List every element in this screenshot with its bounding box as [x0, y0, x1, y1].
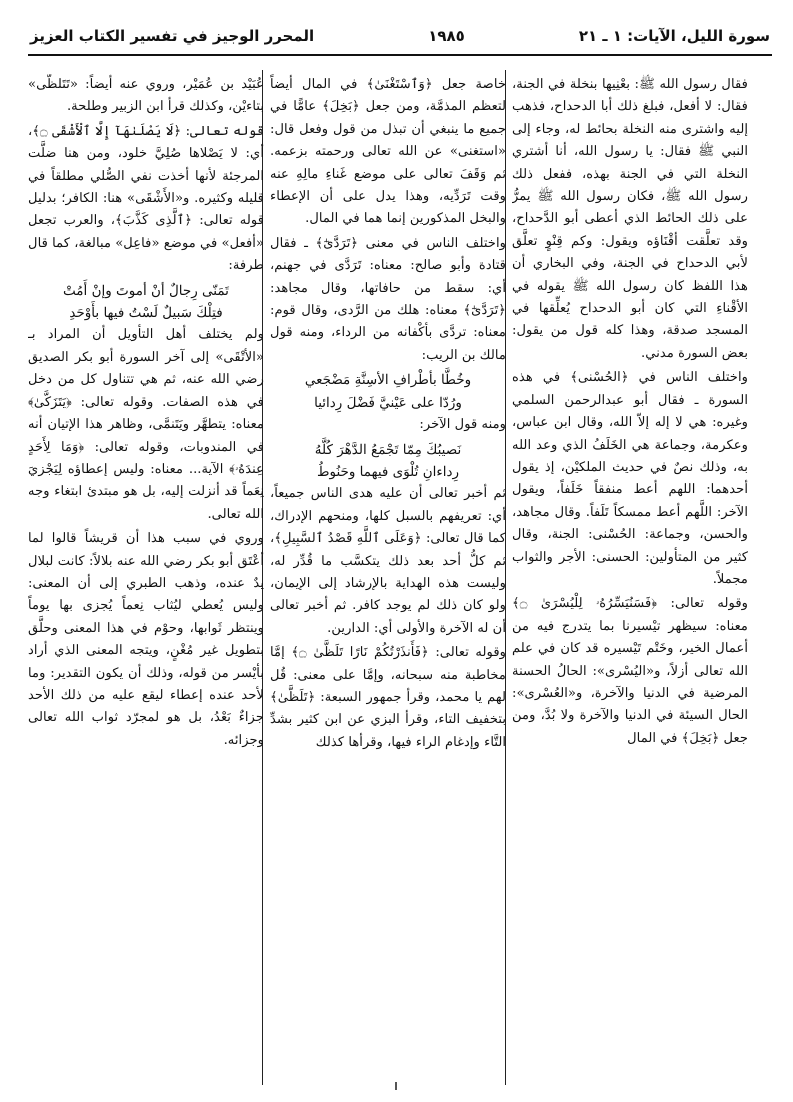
paragraph: فقال رسول الله ﷺ: بعْنِيها بنخلة في الجنة، فقال: لا أفعل، فبلغ ذلك أبا الدحداح، فذهب إليه واشترى منه النخلة بحائط له، وجاء إلى النبي ﷺ فقال: يا رسول الله، أنا أشتري النخلة التي في الجنة بهذه، ففعل ذلك رسول الله ﷺ، فكان رسول الله ﷺ يمرُّ على ذلك الحائط الذي أعطى أبو الدَّحداح، وقد تعلَّقت أقْنَاؤه ويقول: وكم قِنْوٍ تعلَّق لأبي الدحداح في الجنة، وفي البخاري أن هذا اللفظ كان رسول الله ﷺ يقوله في الأقْناءِ التي كان أبو الدحداح يُعلِّقها في المسجد صدقة، وهذا كله قول من يقول: بعض السورة مدني.	[512, 77, 748, 361]
paragraph: خاصة جعل ﴿وَٱسْتَغْنَىٰ﴾ في المال أيضاً لتعظم المذمَّة، ومن جعل ﴿بَخِلَ﴾ عامًّا في جميع ما ينبغي أن تبذل من قول وفعل قال: «استغنى» عن الله تعالى ورحمته بزعمه. ثم وَقَفَ تعالى على موضع غَناءِ مالِهِ عنه وقت تَرَدِّيه، وهذا يدل على أن الإعطاء والبخل المذكورين إنما هما في المال.	[270, 77, 506, 227]
paragraph: وقوله تعالى: ﴿فَسَنُيَسِّرُهُۥ لِلْيُسْرَىٰ ۝﴾ معناه: سيظهر تيْسيرنا بما يتدرج فيه من أعمال الخير، وخَتْم تَيْسيره قد كان في علم الله تعالى أزلاً، و«اليُسْرى»: الحالُ الحسنة المرضية في الدنيا والآخرة، و«العُسْرى»: الحال السيئة في الدنيا والآخرة ولا بُدَّ، ومن جعل ﴿بَخِلَ﴾ في المال	[512, 596, 748, 746]
column-right	[512, 74, 748, 1089]
page-mark	[395, 1082, 397, 1090]
paragraph: قوله تعالى: ﴿لَا يَصْلَىٰهَآ إِلَّا ٱلْأَشْقَى ۝﴾، أي: لا يَصْلاها صُلِيَّ خلود، ومن هنا ضلَّت المرجئة لأنها أخذت نفي الصُّلي مطلقاً في قليله وكثيره. و«الأَشْقَى» هنا: الكافر؛ بدليل قوله تعالى: ﴿ٱلَّذِى كَذَّبَ﴾، والعرب تجعل «أفعل» في موضع «فاعِل» مبالغة، كما قال طرفة:	[28, 123, 264, 274]
page-header	[30, 22, 770, 50]
poetry-line: تَمَنّى رِجالٌ أنْ أموتَ وإنْ أَمُتْ	[63, 282, 229, 299]
paragraph: ولم يختلف أهل التأويل أن المراد بـ «الأتْقَى» إلى آخر السورة أبو بكر الصديق رضي الله عنه، ثم هي تتناول كل من دخل في هذه الصفات. وقوله تعالى: ﴿يَتَزَكَّىٰ﴾ معناه: يتطهَّر ويَتَنمَّى، وظاهر هذا الإتيان أنه في المندوبات، وقوله تعالى: ﴿وَمَا لِأَحَدٍ عِندَهُۥ﴾ الآية... معناه: وليس إعطاؤه لِيَجْزيَ نِعَماً قد أنزلت إليه، بل هو مبتدئ ابتغاء وجه الله تعالى.	[28, 327, 264, 522]
poetry-line: رِداءانِ تُلْوَى فيهما وحَنُوطُ	[316, 463, 459, 480]
poetry-line: ورُدّا على عَيْنيَّ فَضْلَ رِدائيا	[314, 394, 462, 411]
poetry-line: وخُطَّا بأطْرافِ الأسِنَّةِ مَضْجَعي	[304, 372, 472, 389]
paragraph: واختلف الناس في ﴿الحُسْنى﴾ في هذه السورة ـ فقال أبو عبدالرحمن السلمي وغيره: هي لا إله إلاّ الله، وقال ابن عباس، وعكرمة، وجماعة هي الخَلَفُ الذي وعد الله به، وذلك نصٌ في حديث الملكيْن، إذ يقول أحدهما: اللهم أعط منفقاً خَلَفاً، ويقول الآخر: اللَّهم أعط ممسكاً تَلَفاً. وقال مجاهد، والحسن، وجماعة: الحُسْنى: الجنة، وقال كثير من المتأولين: الحسنى: الأجر والثواب مجملاً.	[512, 370, 748, 587]
column-left	[28, 74, 264, 1089]
paragraph: وقوله تعالى: ﴿فَأَنذَرْتُكُمْ نَارًا تَلَظَّىٰ ۝﴾ إمَّا مخاطبة منه سبحانه، وإمَّا على معنى: قُل لهم يا محمد، وقرأ جمهور السبعة: ﴿تَلَظَّىٰ﴾ بتخفيف التاء، وقرأ البزي عن ابن كثير بشدِّ التَّاء وإدغام الراء فيها، وقرأها كذلك	[270, 645, 506, 750]
paragraph: ومنه قول الآخر:	[419, 417, 506, 433]
poetry-line: فتِلْكَ سَبيلٌ لَسْتُ فيها بأَوْحَدِ	[69, 305, 223, 322]
surah-title: سورة الليل، الآيات: ١ ـ ٢١	[578, 27, 770, 45]
header-rule	[28, 54, 772, 56]
paragraph: ثم أخبر تعالى أن عليه هدى الناس جميعاً، أي: تعريفهم بالسبل كلها، ومنحهم الإدراك، كما قال تعالى: ﴿وَعَلَى ٱللَّهِ قَصْدُ ٱلسَّبِيلِ﴾، ثم كلُّ أحد بعد ذلك يتكسَّب ما قُدِّر له، وليست هذه الهداية بالإرشاد إلى الإيمان، ولو كان ذلك لم يوجد كافر. ثم أخبر تعالى أن له الآخرة والأولى أي: الدارين.	[270, 486, 506, 636]
poetry-line: نَصيبُكَ مِمّا تَجْمَعُ الدَّهْرَ كُلَّهُ	[314, 441, 462, 458]
paragraph: وروي في سبب هذا أن قريشاً قالوا لما أعْتَق أبو بكر رضي الله عنه بلالاً: كانت لبلال يدٌ عنده، وذهب الطبري إلى أن المعنى: وليس يُعطي ليُثاب نِعماً يُجزى بها يوماً وينتظر ثَوابها، وحوْم في هذا المعنى وحلَّق بتطويل غير مُغْنٍ، ويتجه المعنى الذي أراد بأيْسر من قوله، وذلك أن يكون التقدير: وما لأحد عنده إعطاء ليقع عليه من ذلك الأحد جزاءٌ بَعْدُ، بل هو لمجرّد ثواب الله تعالى وجزائه.	[28, 531, 264, 748]
column-middle	[270, 74, 506, 1089]
paragraph: واختلف الناس في معنى ﴿تَرَدَّىٰٓ﴾ ـ فقال قتادة وأبو صالح: معناه: تَرَدَّى في جهنم، أي: سقط من حافاتها، وقال مجاهد: ﴿تَرَدَّىٰٓ﴾ معناه: هلك من الرَّدى، وقال قوم: معناه: تردَّى بأكْفانه من الرداء، ومنه قول مالك بن الريب:	[270, 235, 506, 363]
page-number: ١٩٨٥	[428, 27, 465, 45]
book-title: المحرر الوجيز في تفسير الكتاب العزيز	[30, 27, 315, 45]
paragraph: عُبَيْد بن عُمَيْر، وروي عنه أيضاً: «تَتَلظّى» بتاءيْن، وكذلك قرأ ابن الزبير وطلحة.	[28, 77, 264, 115]
